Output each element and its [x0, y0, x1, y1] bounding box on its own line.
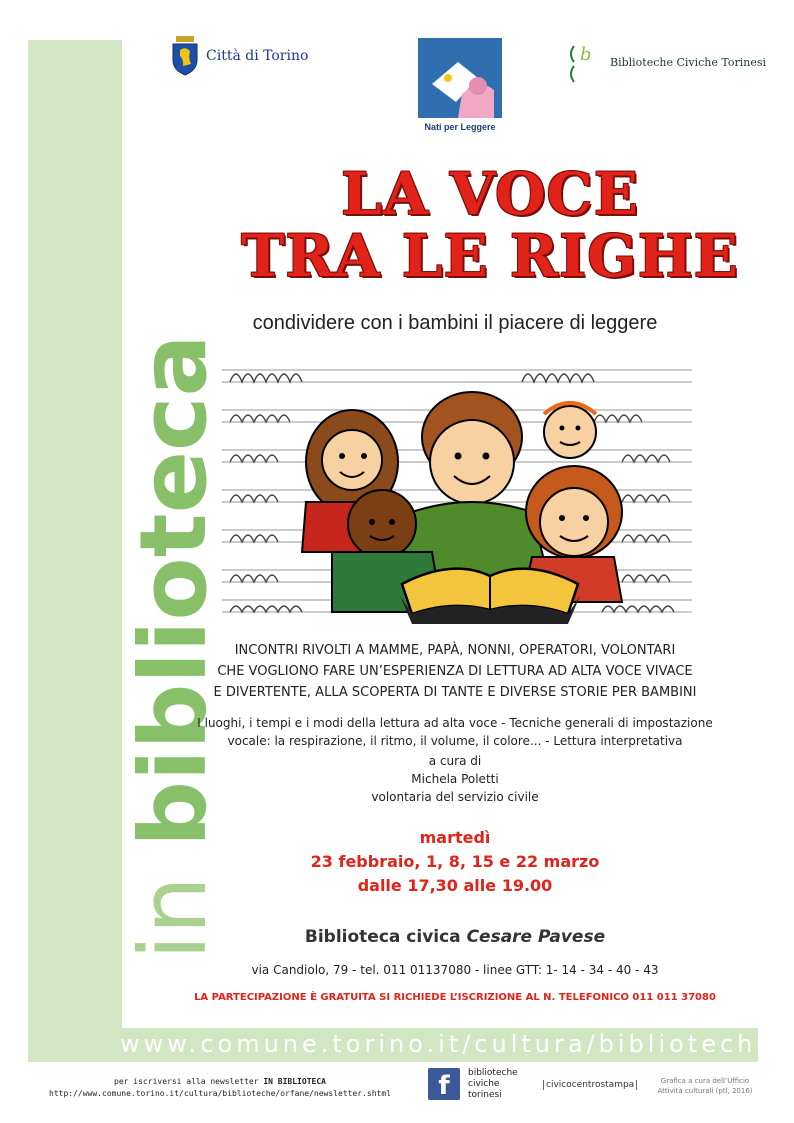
nati-per-leggere-logo-icon — [418, 38, 502, 118]
facebook-line-2: civiche — [468, 1079, 500, 1089]
topics-line-1: I luoghi, i tempi e i modi della lettura ad alta voce - Tecniche generali di impostazione — [197, 716, 713, 730]
credits-line-1: Grafica a cura dell’Ufficio — [660, 1077, 750, 1085]
newsletter-prefix: per iscriversi alla newsletter — [114, 1077, 264, 1086]
facebook-line-1: biblioteche — [468, 1068, 518, 1078]
registration-notice: LA PARTECIPAZIONE È GRATUITA SI RICHIEDE L’ISCRIZIONE AL N. TELEFONICO 011 011 37080 — [194, 992, 716, 1003]
schedule-dates: 23 febbraio, 1, 8, 15 e 22 marzo — [310, 852, 600, 871]
facebook-page-label[interactable] — [468, 1068, 518, 1101]
torino-crest-icon — [170, 36, 200, 76]
schedule-block — [220, 826, 690, 898]
venue-address: via Candiolo, 79 - tel. 011 01137080 - linee GTT: 1- 14 - 34 - 40 - 43 — [251, 963, 659, 977]
credits-line-2: Attività culturali (ptl, 2016) — [657, 1087, 753, 1095]
schedule-day: martedì — [419, 828, 491, 847]
facebook-line-3: torinesi — [468, 1090, 502, 1100]
city-logo — [170, 36, 308, 76]
title-line-2: TRA LE RIGHE — [241, 222, 739, 290]
intro-text — [150, 640, 760, 703]
city-name: Città di Torino — [206, 48, 309, 64]
topics-line-2: vocale: la respirazione, il ritmo, il volume, il colore... - Lettura interpretativa — [227, 734, 683, 748]
intro-line-3: E DIVERTENTE, ALLA SCOPERTA DI TANTE E DIVERSE STORIE PER BAMBINI — [213, 685, 697, 700]
topics-text — [150, 714, 760, 750]
curator-intro: a cura di — [428, 754, 482, 768]
biblioteche-logo — [566, 40, 766, 84]
curator-role: volontaria del servizio civile — [371, 790, 539, 804]
side-word-bold: biblioteca — [120, 334, 227, 847]
side-word-thin: in — [120, 846, 227, 960]
newsletter-info — [20, 1076, 420, 1100]
intro-line-1: INCONTRI RIVOLTI A MAMME, PAPÀ, NONNI, OPERATORI, VOLONTARI — [234, 643, 676, 658]
website-url[interactable]: www.comune.torino.it/cultura/biblioteche — [120, 1030, 776, 1058]
subtitle: condividere con i bambini il piacere di leggere — [252, 312, 658, 334]
svg-text:b: b — [580, 44, 592, 65]
curator-block — [300, 752, 610, 806]
nati-per-leggere-label: Nati per Leggere — [424, 122, 496, 132]
libraries-name: Biblioteche Civiche Torinesi — [610, 55, 767, 69]
schedule-time: dalle 17,30 alle 19.00 — [357, 876, 553, 895]
side-band — [28, 40, 122, 1040]
title-line-1: LA VOCE — [341, 160, 639, 228]
reading-family-illustration — [222, 352, 692, 624]
intro-line-2: CHE VOGLIONO FARE UN’ESPERIENZA DI LETTURA AD ALTA VOCE VIVACE — [217, 664, 693, 679]
biblioteche-logo-icon — [566, 40, 602, 84]
venue-name: Cesare Pavese — [466, 927, 606, 947]
facebook-icon[interactable]: f — [428, 1068, 460, 1100]
credits — [640, 1076, 770, 1096]
newsletter-name: IN BIBLIOTECA — [263, 1077, 326, 1086]
curator-name: Michela Poletti — [411, 772, 499, 786]
print-shop-logo: civicocentrostampa — [543, 1080, 637, 1090]
newsletter-line — [20, 1076, 420, 1088]
venue-prefix: Biblioteca civica — [304, 927, 467, 947]
nati-per-leggere-logo — [418, 38, 502, 142]
newsletter-url[interactable]: http://www.comune.torino.it/cultura/biblioteche/orfane/newsletter.shtml — [49, 1089, 391, 1098]
venue-title — [150, 927, 760, 947]
